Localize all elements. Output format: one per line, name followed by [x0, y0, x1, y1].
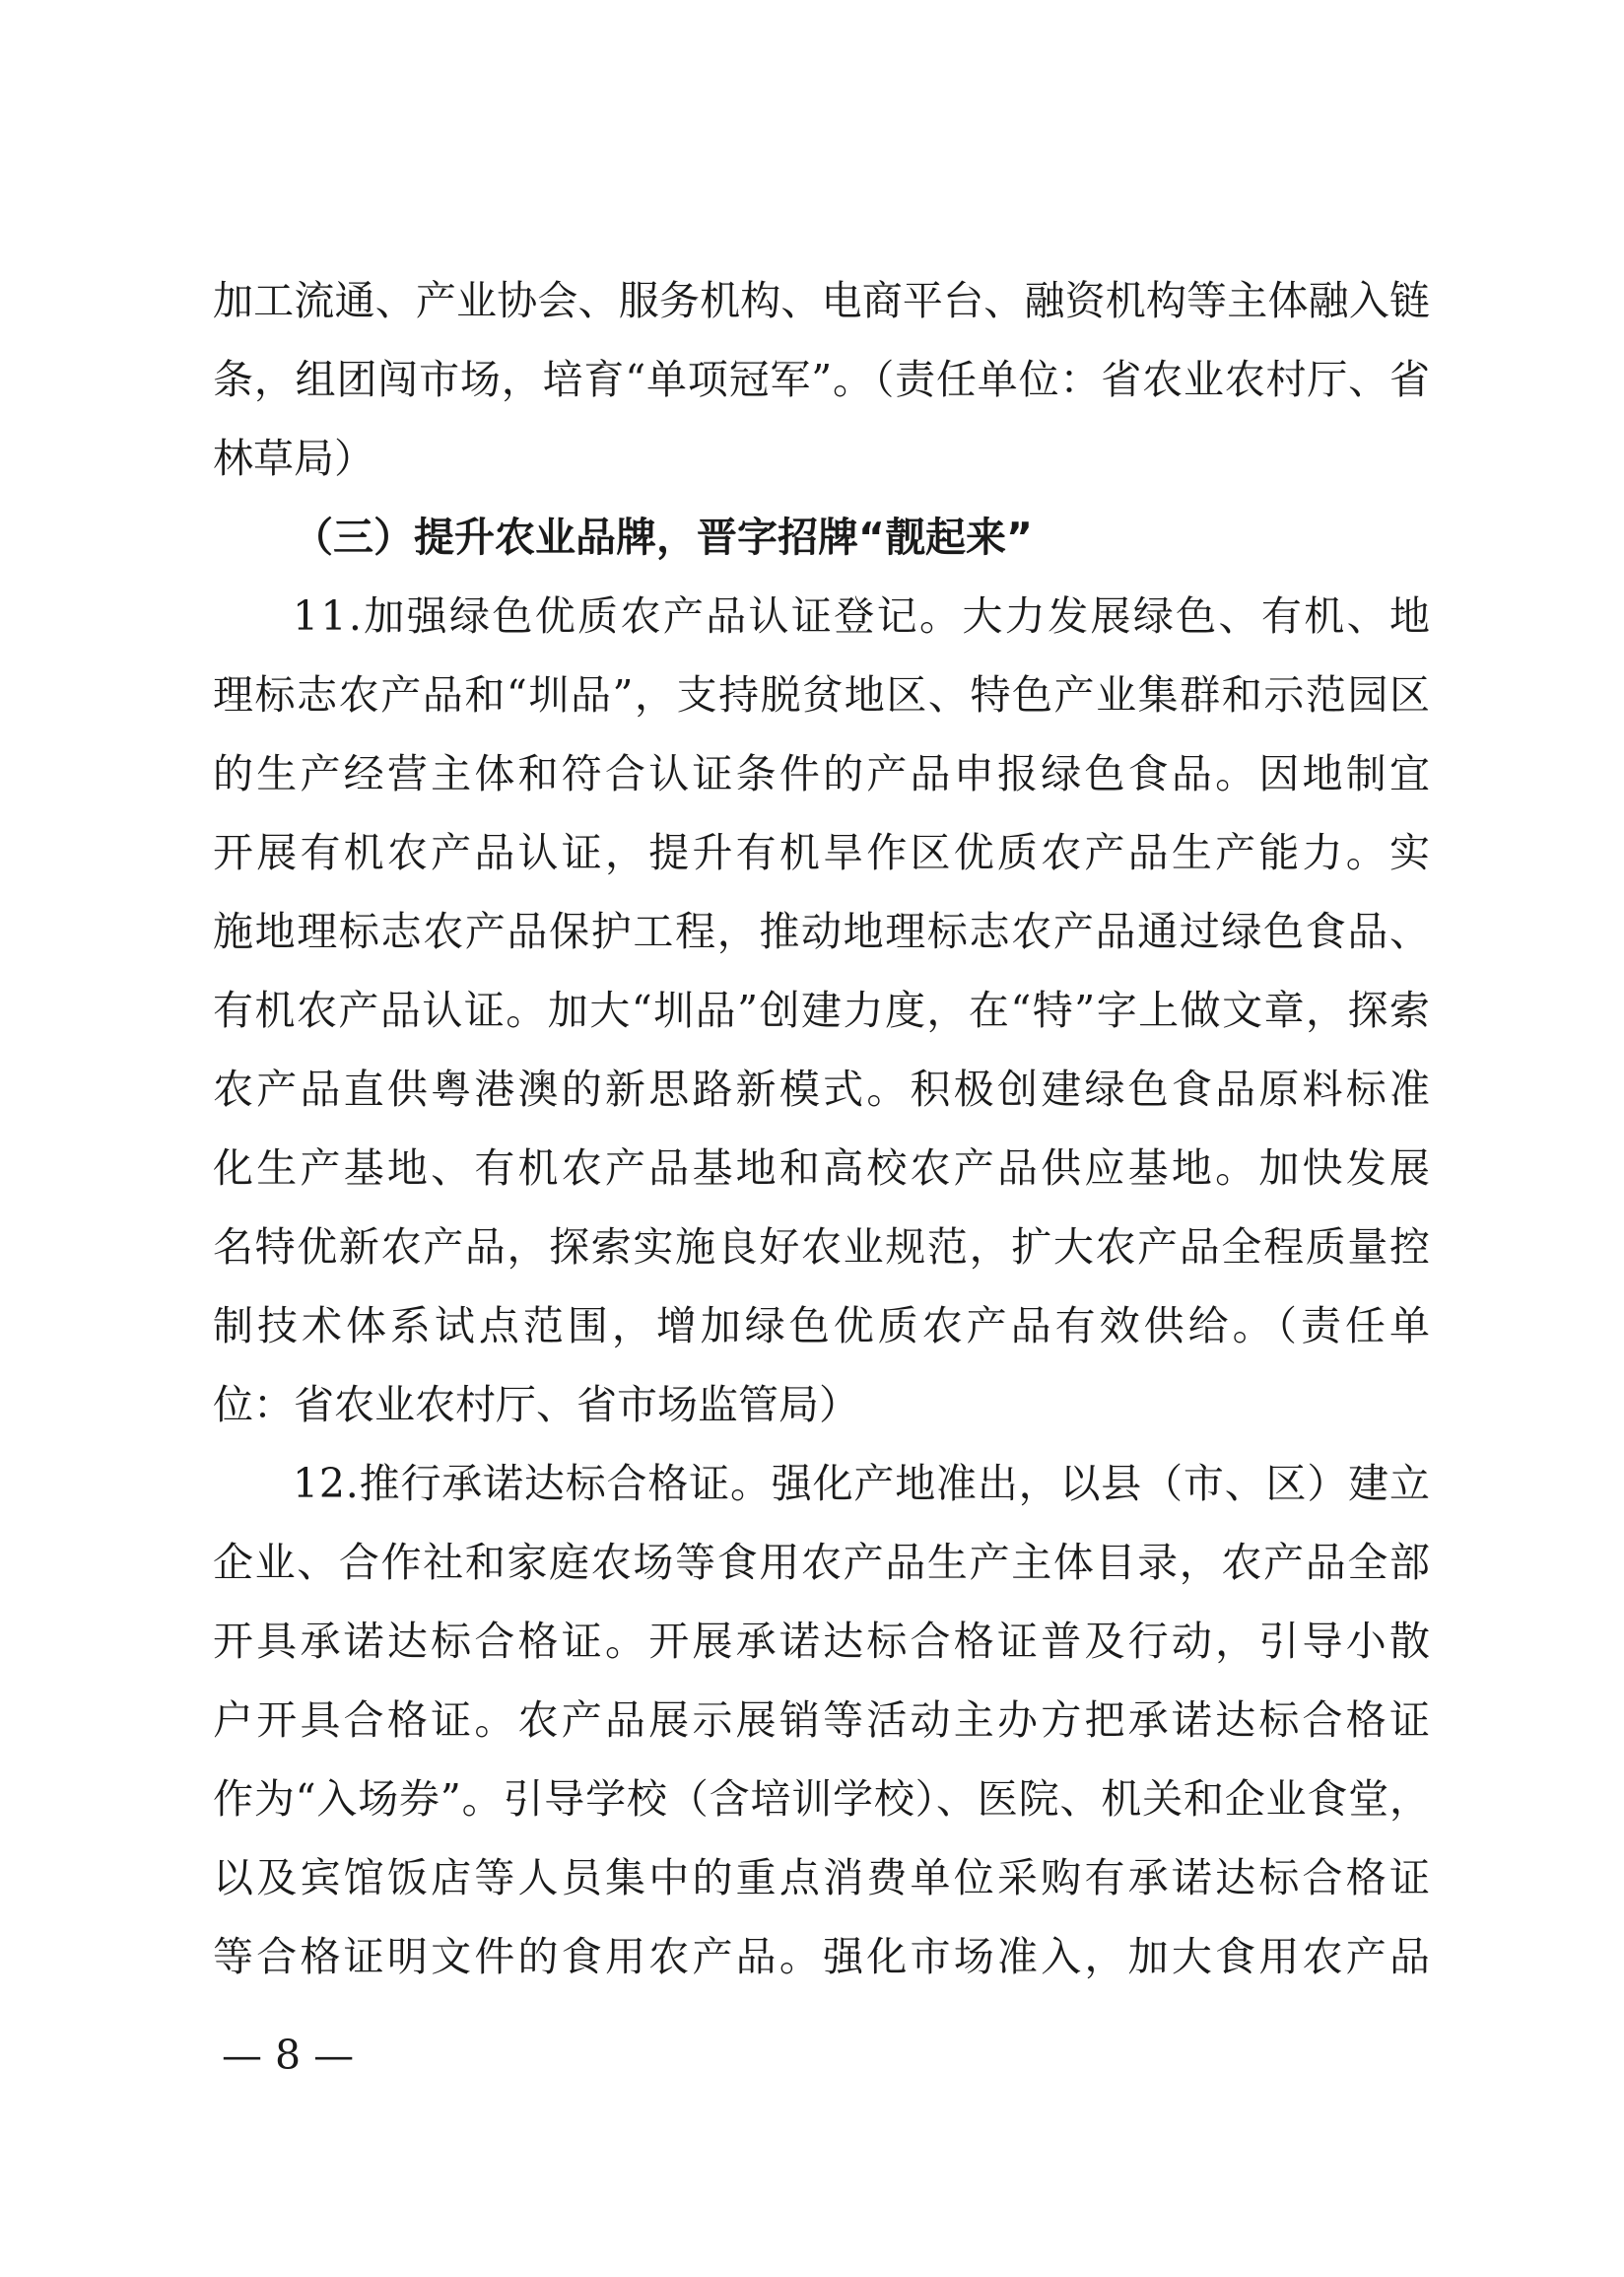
line-text: 制技术体系试点范围，增加绿色优质农产品有效供给。（责任单 — [213, 1302, 1434, 1349]
section-heading — [0, 498, 1624, 577]
text-line — [0, 577, 1624, 656]
text-line — [0, 1523, 1624, 1602]
text-line — [0, 656, 1624, 734]
line-text: 户开具合格证。农产品展示展销等活动主办方把承诺达标合格证 — [213, 1696, 1434, 1744]
text-line — [0, 1365, 1624, 1444]
line-text: 理标志农产品和“圳品”，支持脱贫地区、特色产业集群和示范园区 — [213, 671, 1432, 719]
text-line — [0, 1838, 1624, 1917]
text-line — [0, 1208, 1624, 1286]
line-text: 名特优新农产品，探索实施良好农业规范，扩大农产品全程质量控 — [213, 1223, 1432, 1271]
text-line — [0, 892, 1624, 971]
line-text: 施地理标志农产品保护工程，推动地理标志农产品通过绿色食品、 — [213, 908, 1432, 955]
line-text: 化生产基地、有机农产品基地和高校农产品供应基地。加快发展 — [213, 1144, 1434, 1192]
text-line — [0, 1681, 1624, 1760]
text-line — [0, 1286, 1624, 1365]
line-text: 以及宾馆饭店等人员集中的重点消费单位采购有承诺达标合格证 — [213, 1854, 1434, 1901]
heading-text: （三）提升农业品牌，晋字招牌“靓起来” — [293, 514, 1033, 561]
line-text: 等合格证明文件的食用农产品。强化市场准入，加大食用农产品 — [213, 1933, 1434, 1980]
text-line — [0, 1760, 1624, 1838]
line-text: 条，组团闯市场，培育“单项冠军”。（责任单位：省农业农村厅、省 — [213, 356, 1431, 403]
line-text: 作为“入场券”。引导学校（含培训学校）、医院、机关和企业食堂， — [213, 1775, 1431, 1823]
text-line — [0, 1444, 1624, 1523]
line-text: 11.加强绿色优质农产品认证登记。大力发展绿色、有机、地 — [293, 592, 1433, 640]
text-line — [0, 1917, 1624, 1996]
line-text: 企业、合作社和家庭农场等食用农产品生产主体目录，农产品全部 — [213, 1539, 1432, 1586]
text-line — [0, 1050, 1624, 1129]
line-text: 的生产经营主体和符合认证条件的产品申报绿色食品。因地制宜 — [213, 750, 1434, 797]
line-text: 位：省农业农村厅、省市场监管局） — [213, 1381, 859, 1428]
line-text: 12.推行承诺达标合格证。强化产地准出，以县（市、区）建立 — [293, 1460, 1431, 1507]
text-line — [0, 971, 1624, 1050]
text-line — [0, 419, 1624, 498]
text-line — [0, 813, 1624, 892]
text-line — [0, 261, 1624, 340]
text-line — [0, 340, 1624, 419]
line-text: 农产品直供粤港澳的新思路新模式。积极创建绿色食品原料标准 — [213, 1066, 1434, 1113]
line-text: 开具承诺达标合格证。开展承诺达标合格证普及行动，引导小散 — [213, 1618, 1434, 1665]
line-text: 开展有机农产品认证，提升有机旱作区优质农产品生产能力。实 — [213, 829, 1434, 876]
line-text: 林草局） — [213, 435, 374, 482]
line-text: 加工流通、产业协会、服务机构、电商平台、融资机构等主体融入链 — [213, 277, 1431, 324]
text-line — [0, 734, 1624, 813]
text-line — [0, 1129, 1624, 1208]
line-text: 有机农产品认证。加大“圳品”创建力度，在“特”字上做文章，探索 — [213, 987, 1432, 1034]
text-line — [0, 1602, 1624, 1681]
page-number: — 8 — — [222, 2032, 355, 2079]
